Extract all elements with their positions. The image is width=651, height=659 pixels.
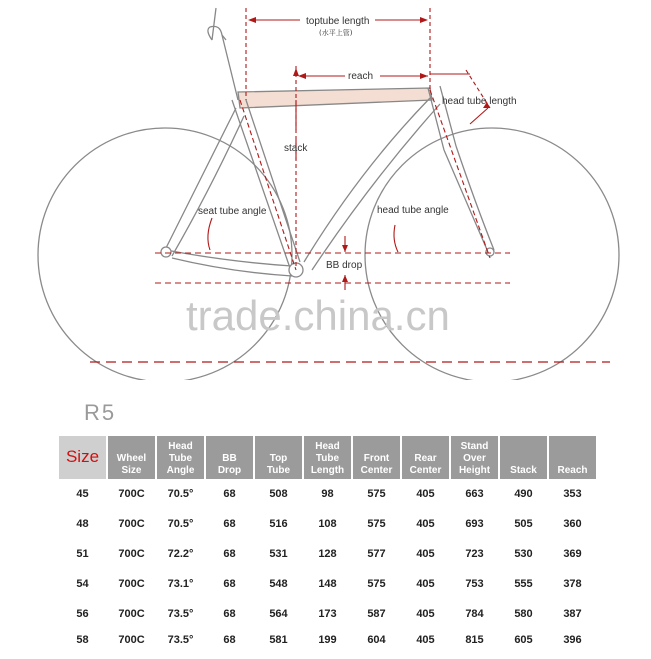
header-text: Tube <box>266 465 291 476</box>
table-cell: 73.1° <box>167 578 194 590</box>
model-name: R5 <box>84 400 117 425</box>
watermark: trade.china.cn <box>186 292 450 339</box>
table-cell: 605 <box>514 634 533 646</box>
header-text: Height <box>458 465 491 476</box>
table-cell: 663 <box>465 488 484 500</box>
table-cell: 530 <box>514 548 533 560</box>
table-cell: 199 <box>318 634 337 646</box>
table-cell: 387 <box>563 608 582 620</box>
table-cell: 70.5° <box>167 488 194 500</box>
table-cell: 516 <box>269 518 288 530</box>
table-cell: 700C <box>118 548 145 560</box>
header-cell <box>108 436 155 479</box>
header-text: Wheel <box>116 453 147 464</box>
table-row <box>59 509 596 539</box>
table-cell: 564 <box>269 608 288 620</box>
header-text: Head <box>168 441 193 452</box>
reach-label: reach <box>348 71 374 82</box>
table-cell: 405 <box>416 518 435 530</box>
table-cell: 68 <box>223 634 236 646</box>
table-cell: 68 <box>223 518 236 530</box>
table-cell: 505 <box>514 518 533 530</box>
header-text: Front <box>363 453 390 464</box>
header-text: Reach <box>557 465 588 476</box>
header-text: Rear <box>414 453 437 464</box>
header-cell <box>59 436 106 479</box>
header-text: Over <box>463 453 486 464</box>
table-cell: 700C <box>118 518 145 530</box>
table-cell: 56 <box>76 608 89 620</box>
table-row <box>59 569 596 599</box>
header-text: Top <box>269 453 288 464</box>
table-cell: 784 <box>465 608 484 620</box>
header-text: BB <box>222 453 237 464</box>
table-cell: 108 <box>318 518 337 530</box>
header-text: Stand <box>460 441 489 452</box>
table-cell: 815 <box>465 634 484 646</box>
table-cell: 555 <box>514 578 533 590</box>
header-cell <box>549 436 596 479</box>
table-cell: 580 <box>514 608 533 620</box>
header-cell <box>451 436 498 479</box>
geometry-table <box>57 436 598 651</box>
toptube-length-label: toptube length <box>306 16 370 27</box>
table-cell: 581 <box>269 634 288 646</box>
table-cell: 700C <box>118 578 145 590</box>
seat-tube-angle-label: seat tube angle <box>198 206 267 217</box>
table-cell: 531 <box>269 548 288 560</box>
table-cell: 72.2° <box>167 548 194 560</box>
table-cell: 68 <box>223 608 236 620</box>
table-cell: 405 <box>416 488 435 500</box>
table-cell: 405 <box>416 608 435 620</box>
table-cell: 51 <box>76 548 89 560</box>
header-text: Size <box>121 465 142 476</box>
table-row <box>59 629 596 651</box>
table-cell: 575 <box>367 578 386 590</box>
table-cell: 353 <box>563 488 582 500</box>
table-cell: 405 <box>416 634 435 646</box>
table-cell: 405 <box>416 578 435 590</box>
header-cell <box>255 436 302 479</box>
table-cell: 173 <box>318 608 337 620</box>
table-cell: 693 <box>465 518 484 530</box>
table-cell: 73.5° <box>167 608 194 620</box>
table-row <box>59 479 596 509</box>
header-cell <box>402 436 449 479</box>
table-cell: 148 <box>318 578 337 590</box>
bike-frame <box>161 8 494 277</box>
table-cell: 396 <box>563 634 582 646</box>
table-cell: 700C <box>118 608 145 620</box>
table-cell: 48 <box>76 518 89 530</box>
header-cell <box>304 436 351 479</box>
table-cell: 587 <box>367 608 386 620</box>
header-text: Drop <box>217 465 242 476</box>
header-text: Head <box>315 441 340 452</box>
header-text: Angle <box>166 465 195 476</box>
table-cell: 490 <box>514 488 533 500</box>
table-cell: 700C <box>118 634 145 646</box>
table-cell: 575 <box>367 488 386 500</box>
table-cell: 98 <box>321 488 334 500</box>
header-row <box>59 436 596 479</box>
table-cell: 700C <box>118 488 145 500</box>
stack-label: stack <box>284 143 308 154</box>
table-cell: 723 <box>465 548 484 560</box>
head-tube-angle-label: head tube angle <box>377 205 449 216</box>
table-cell: 68 <box>223 578 236 590</box>
bb-drop-label: BB drop <box>326 260 363 271</box>
header-text: Tube <box>168 453 193 464</box>
table-cell: 369 <box>563 548 582 560</box>
table-cell: 45 <box>76 488 89 500</box>
toptube-length-cn-label: (水平上管) <box>319 29 353 37</box>
table-cell: 508 <box>269 488 288 500</box>
table-cell: 405 <box>416 548 435 560</box>
table-cell: 753 <box>465 578 484 590</box>
header-text: Center <box>409 465 442 476</box>
header-text: Stack <box>510 465 537 476</box>
header-cell <box>353 436 400 479</box>
table-row <box>59 599 596 629</box>
header-cell <box>206 436 253 479</box>
table-cell: 604 <box>367 634 386 646</box>
table-row <box>59 539 596 569</box>
table-cell: 70.5° <box>167 518 194 530</box>
table-cell: 128 <box>318 548 337 560</box>
table-cell: 68 <box>223 488 236 500</box>
header-text: Tube <box>315 453 340 464</box>
table-cell: 378 <box>563 578 582 590</box>
head-tube-length-label: head tube length <box>442 96 517 107</box>
table-cell: 54 <box>76 578 89 590</box>
table-cell: 68 <box>223 548 236 560</box>
table-cell: 548 <box>269 578 288 590</box>
header-cell <box>500 436 547 479</box>
header-text: Center <box>360 465 393 476</box>
header-cell <box>157 436 204 479</box>
table-cell: 58 <box>76 634 89 646</box>
header-text: Length <box>310 465 345 476</box>
table-cell: 73.5° <box>167 634 194 646</box>
table-cell: 575 <box>367 518 386 530</box>
header-text: Size <box>65 446 100 466</box>
table-cell: 360 <box>563 518 582 530</box>
table-cell: 577 <box>367 548 386 560</box>
